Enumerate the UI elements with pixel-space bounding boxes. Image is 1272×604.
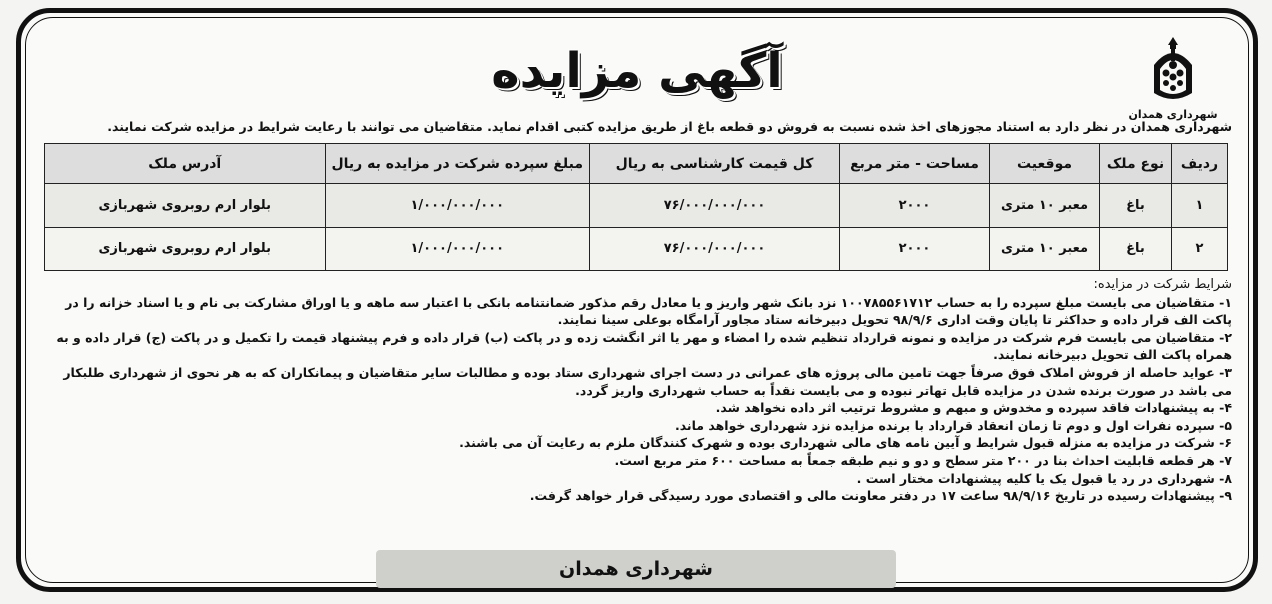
condition-item: ۳- عواید حاصله از فروش املاک فوق صرفاً جهت تامین مالی پروژه های عمرانی در دست اجرای شهرداری ستاد بوده و مطالبات سایر متقاضیان و پیمانکاران که به هر نحوی از شهرداری طلبکار می باشد در صورت برنده شدن در مزایده قابل تهاتر نبوده و می بایست نقداً به حساب شهرداری واریز گردد. bbox=[63, 364, 1232, 398]
condition-item: ۴- به پیشنهادات فاقد سپرده و مخدوش و مبهم و مشروط ترتیب اثر داده نخواهد شد. bbox=[715, 400, 1232, 416]
header-property-type: نوع ملک bbox=[1100, 144, 1172, 184]
condition-item: ۶- شرکت در مزایده به منزله قبول شرایط و آیین نامه های مالی شهرداری بوده و شهرک کنندگان ملزم به رعایت آن می باشند. bbox=[459, 435, 1232, 451]
cell-appraisal-price: ۷۶/۰۰۰/۰۰۰/۰۰۰ bbox=[590, 184, 840, 228]
condition-item: ۹- پیشنهادات رسیده در تاریخ ۹۸/۹/۱۶ ساعت ۱۷ در دفتر معاونت مالی و اقتصادی مورد رسیدگی قرار خواهد گرفت. bbox=[529, 488, 1232, 504]
condition-item: ۱- متقاضیان می بایست مبلغ سپرده را به حساب ۱۰۰۷۸۵۵۶۱۷۱۲ نزد بانک شهر واریز و یا معادل رقم مذکور ضمانتنامه بانکی با اعتبار سه ماهه و یا اوراق مشارکت بی نام و یا اسناد خزانه را در پاکت الف قرار داده و حداکثر تا پایان وقت اداری ۹۸/۹/۶ تحویل دبیرخانه ستاد مجاور آرامگاه بوعلی سینا نمایند. bbox=[65, 294, 1232, 328]
logo-caption: شهرداری همدان bbox=[1128, 108, 1218, 121]
header-location: موقعیت bbox=[990, 144, 1100, 184]
ad-title: آگهی مزایده bbox=[491, 43, 783, 99]
intro-paragraph: شهرداری همدان در نظر دارد به استناد مجوزهای اخذ شده نسبت به فروش دو قطعه باغ از طریق مزایده کتبی اقدام نماید. متقاضیان می توانند با رعایت شرایط در مزایده شرکت نمایند. bbox=[107, 119, 1232, 134]
cell-property-type: باغ bbox=[1100, 184, 1172, 228]
footer-signature: شهرداری همدان bbox=[376, 550, 896, 588]
cell-row-number: ۱ bbox=[1172, 184, 1228, 228]
cell-address: بلوار ارم روبروی شهربازی bbox=[45, 184, 326, 228]
table-header-row bbox=[45, 144, 1228, 184]
header-row-number: ردیف bbox=[1172, 144, 1228, 184]
cell-appraisal-price: ۷۶/۰۰۰/۰۰۰/۰۰۰ bbox=[590, 227, 840, 271]
cell-location: معبر ۱۰ متری bbox=[990, 184, 1100, 228]
condition-item: ۵- سپرده نفرات اول و دوم تا زمان انعقاد قرارداد با برنده مزایده نزد شهرداری خواهد ماند. bbox=[674, 417, 1232, 433]
cell-deposit: ۱/۰۰۰/۰۰۰/۰۰۰ bbox=[325, 227, 589, 271]
cell-area: ۲۰۰۰ bbox=[840, 184, 990, 228]
cell-address: بلوار ارم روبروی شهربازی bbox=[45, 227, 326, 271]
conditions-section bbox=[40, 276, 1232, 505]
cell-row-number: ۲ bbox=[1172, 227, 1228, 271]
conditions-title: شرایط شرکت در مزایده: bbox=[1093, 277, 1232, 292]
table-row bbox=[45, 184, 1228, 228]
header-appraisal-price: کل قیمت کارشناسی به ریال bbox=[590, 144, 840, 184]
condition-item: ۲- متقاضیان می بایست فرم شرکت در مزایده و نمونه قرارداد تنظیم شده را امضاء و مهر یا اثر انگشت زده و در پاکت (ب) قرار داده و فرم پیشنهاد قیمت را تکمیل و در پاکت (ج) قرار داده و به همراه پاکت الف تحویل دبیرخانه نمایند. bbox=[56, 329, 1232, 363]
cell-area: ۲۰۰۰ bbox=[840, 227, 990, 271]
properties-table bbox=[44, 143, 1228, 271]
condition-item: ۷- هر قطعه قابلیت احداث بنا در ۲۰۰ متر سطح و دو و نیم طبقه جمعاً به مساحت ۶۰۰ متر مربع است. bbox=[614, 452, 1232, 468]
condition-item: ۸- شهرداری در رد یا قبول یک یا کلیه پیشنهادات مختار است . bbox=[856, 470, 1232, 486]
cell-deposit: ۱/۰۰۰/۰۰۰/۰۰۰ bbox=[325, 184, 589, 228]
cell-location: معبر ۱۰ متری bbox=[990, 227, 1100, 271]
header-address: آدرس ملک bbox=[45, 144, 326, 184]
cell-property-type: باغ bbox=[1100, 227, 1172, 271]
header-area: مساحت - متر مربع bbox=[840, 144, 990, 184]
table-row bbox=[45, 227, 1228, 271]
header-deposit: مبلغ سپرده شرکت در مزایده به ریال bbox=[325, 144, 589, 184]
